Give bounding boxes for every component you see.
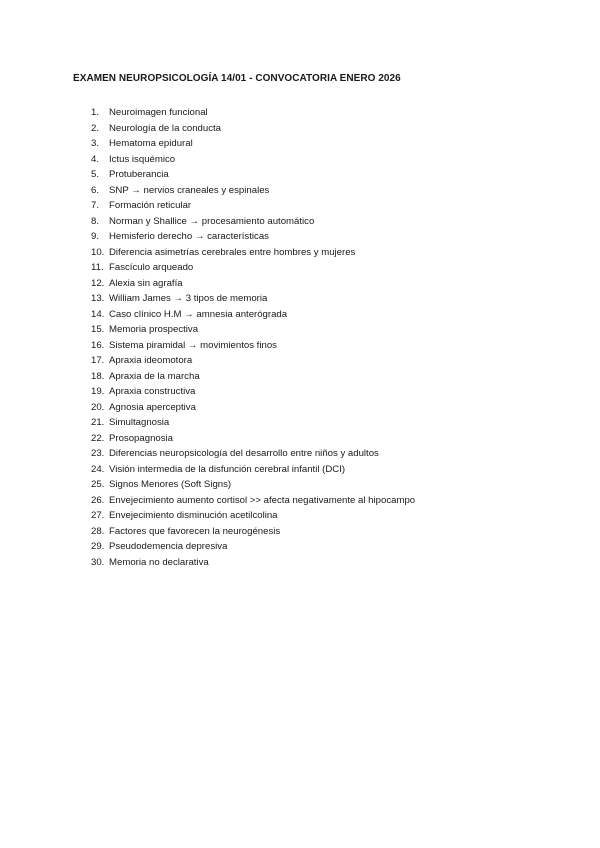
list-item-text: Diferencias neuropsicología del desarrollo entre niños y adultos bbox=[109, 448, 379, 459]
list-item bbox=[91, 229, 415, 245]
list-item-number: 4. bbox=[91, 153, 100, 165]
list-item-number: 18. bbox=[91, 370, 105, 382]
list-item-text: Envejecimiento disminución acetilcolina bbox=[109, 510, 278, 521]
list-item-text: Neuroimagen funcional bbox=[109, 107, 208, 118]
list-item-text: Hematoma epidural bbox=[109, 138, 193, 149]
list-item bbox=[91, 353, 415, 369]
list-item-text: Envejecimiento aumento cortisol >> afecta negativamente al hipocampo bbox=[109, 494, 416, 506]
list-item bbox=[91, 198, 415, 214]
list-item-text: Protuberancia bbox=[109, 169, 169, 180]
list-item bbox=[91, 415, 415, 431]
list-item-number: 24. bbox=[91, 463, 105, 475]
list-item-text: Ictus isquémico bbox=[109, 153, 176, 165]
list-item-number: 10. bbox=[91, 246, 105, 258]
list-item bbox=[91, 152, 415, 168]
list-item-text: Norman y Shallice → procesamiento automático bbox=[109, 215, 315, 227]
list-item-text: SNP → nervios craneales y espinales bbox=[109, 184, 270, 196]
list-item bbox=[91, 322, 415, 338]
list-item-text: Sistema piramidal → movimientos finos bbox=[109, 339, 277, 351]
list-item-number: 1. bbox=[91, 107, 100, 118]
list-item-text: Pseudodemencia depresiva bbox=[109, 541, 228, 552]
list-item-number: 16. bbox=[91, 339, 105, 351]
list-item bbox=[91, 183, 415, 199]
list-item-number: 5. bbox=[91, 169, 100, 180]
list-item bbox=[91, 307, 415, 323]
list-item bbox=[91, 462, 415, 478]
list-item bbox=[91, 384, 415, 400]
list-item-number: 22. bbox=[91, 432, 105, 444]
list-item bbox=[91, 276, 415, 292]
list-item-number: 12. bbox=[91, 277, 105, 289]
list-item-text: Prosopagnosia bbox=[109, 432, 174, 444]
list-item-text: Memoria prospectiva bbox=[109, 324, 199, 335]
list-item bbox=[91, 121, 415, 137]
list-item-text: Fascículo arqueado bbox=[109, 262, 194, 273]
list-item-number: 6. bbox=[91, 184, 100, 196]
list-item-number: 13. bbox=[91, 293, 105, 304]
list-item bbox=[91, 524, 415, 540]
list-item-text: Visión intermedia de la disfunción cerebral infantil (DCI) bbox=[109, 463, 346, 475]
list-item-text: Signos Menores (Soft Signs) bbox=[109, 479, 232, 490]
list-item-text: Apraxia constructiva bbox=[109, 386, 196, 397]
document-title: EXAMEN NEUROPSICOLOGÍA 14/01 - CONVOCATORIA ENERO 2026 bbox=[73, 73, 401, 84]
list-item bbox=[91, 291, 415, 307]
list-item-text: Factores que favorecen la neurogénesis bbox=[109, 525, 281, 537]
list-item-number: 25. bbox=[91, 479, 105, 490]
list-item-number: 21. bbox=[91, 417, 105, 428]
list-item-text: William James → 3 tipos de memoria bbox=[109, 293, 268, 304]
list-item-text: Apraxia de la marcha bbox=[109, 370, 200, 382]
list-item-number: 2. bbox=[91, 122, 100, 134]
list-item bbox=[91, 105, 415, 121]
list-item-number: 20. bbox=[91, 401, 105, 413]
list-item-number: 19. bbox=[91, 386, 105, 397]
list-item-text: Simultagnosia bbox=[109, 417, 170, 428]
list-item-number: 14. bbox=[91, 308, 105, 320]
list-item bbox=[91, 539, 415, 555]
list-item-text: Alexia sin agrafía bbox=[109, 277, 183, 289]
list-item bbox=[91, 167, 415, 183]
list-item bbox=[91, 493, 415, 509]
list-item-text: Hemisferio derecho → características bbox=[109, 231, 269, 242]
list-item-text: Neurología de la conducta bbox=[109, 122, 222, 134]
list-item bbox=[91, 477, 415, 493]
list-item-number: 8. bbox=[91, 215, 100, 227]
list-item bbox=[91, 446, 415, 462]
list-item bbox=[91, 338, 415, 354]
list-item bbox=[91, 245, 415, 261]
list-item-number: 23. bbox=[91, 448, 105, 459]
list-item-number: 26. bbox=[91, 494, 105, 506]
list-item-number: 27. bbox=[91, 510, 105, 521]
list-item-number: 28. bbox=[91, 525, 105, 537]
list-item-number: 3. bbox=[91, 138, 100, 149]
list-item bbox=[91, 260, 415, 276]
list-item-number: 15. bbox=[91, 324, 105, 335]
list-item-number: 9. bbox=[91, 231, 100, 242]
list-item-text: Agnosia aperceptiva bbox=[109, 401, 196, 413]
list-item-number: 30. bbox=[91, 556, 105, 568]
list-item bbox=[91, 369, 415, 385]
list-item-text: Caso clínico H.M → amnesia anterógrada bbox=[109, 308, 288, 320]
list-item-number: 17. bbox=[91, 355, 105, 366]
list-item-number: 29. bbox=[91, 541, 105, 552]
list-item-number: 11. bbox=[91, 262, 104, 273]
list-item-text: Diferencia asimetrías cerebrales entre hombres y mujeres bbox=[109, 246, 356, 258]
list-item-number: 7. bbox=[91, 200, 100, 211]
list-item bbox=[91, 400, 415, 416]
list-item bbox=[91, 136, 415, 152]
list-item-text: Memoria no declarativa bbox=[109, 556, 209, 568]
list-item bbox=[91, 508, 415, 524]
list-item-text: Apraxia ideomotora bbox=[109, 355, 193, 366]
list-item-text: Formación reticular bbox=[109, 200, 192, 211]
list-item bbox=[91, 431, 415, 447]
exam-topic-list bbox=[91, 105, 415, 570]
list-item bbox=[91, 555, 415, 571]
list-item bbox=[91, 214, 415, 230]
